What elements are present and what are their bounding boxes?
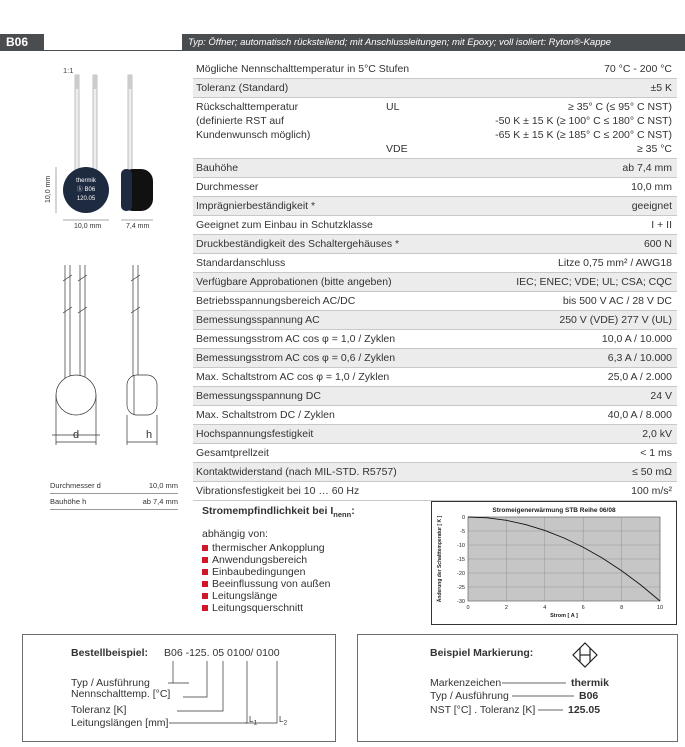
x-tick-label: 0 — [466, 605, 470, 611]
spec-row: Mögliche Nennschalttemperatur in 5°C Stufen 70 °C - 200 °C — [193, 60, 677, 79]
marking-line-2: ⓗ B06 — [76, 187, 96, 193]
l2-label: $L_2$ — [279, 715, 288, 727]
marking-example-box — [357, 634, 678, 742]
type-badge: B06 — [0, 34, 44, 51]
sensitivity-list — [202, 542, 422, 614]
spec-row: Imprägnierbeständigkeit * geeignet — [193, 197, 677, 216]
list-item: Anwendungsbereich — [202, 554, 422, 566]
spec-row: Bauhöhe ab 7,4 mm — [193, 159, 677, 178]
marking-label: NST [°C] . Toleranz [K] — [430, 704, 536, 716]
y-tick-label: -25 — [457, 585, 465, 591]
x-tick-label: 4 — [543, 605, 547, 611]
dimension-row: Bauhöhe h ab 7,4 mm — [50, 494, 178, 510]
spec-row: Max. Schaltstrom AC cos φ = 1,0 / Zyklen 25,0 A / 2.000 — [193, 368, 677, 387]
width-dimension: 10,0 mm — [74, 223, 102, 230]
header — [0, 34, 685, 51]
header-divider — [44, 50, 182, 51]
vde-label: VDE — [386, 143, 408, 155]
marking-value: B06 — [579, 690, 599, 702]
x-tick-label: 6 — [581, 605, 585, 611]
sensitivity-title: Stromempfindlichkeit bei $I_{nenn}$: — [202, 505, 355, 520]
marking-line-1: thermik — [76, 178, 96, 184]
order-leader-lines — [23, 635, 337, 743]
y-tick-label: -20 — [457, 571, 465, 577]
diameter-symbol: d — [73, 429, 80, 441]
y-tick-label: -15 — [457, 557, 465, 563]
spec-row: Standardanschluss Litze 0,75 mm² / AWG18 — [193, 254, 677, 273]
depth-dimension: 7,4 mm — [126, 223, 150, 230]
list-item: Leitungsquerschnitt — [202, 602, 422, 614]
height-symbol: h — [146, 429, 153, 441]
dimension-table — [50, 478, 178, 510]
reset-temperature-row: Rückschalttemperatur (definierte RST auf Kundenwunsch möglich) UL VDE ≥ 35° C (≤ 95° C NST) -50 K ± 15 K (≥ 100° C ≤ 180° C NST) -65 K ± 15 K (≥ 185° C ≤ 200° C NST) ≥ 35 °C — [193, 98, 677, 159]
order-title: Bestellbeispiel: — [71, 647, 149, 659]
l1-label: $L_1$ — [249, 715, 258, 727]
spec-row: Bemessungsspannung DC 24 V — [193, 387, 677, 406]
y-tick-label: -5 — [460, 529, 465, 535]
marking-label: Markenzeichen — [430, 677, 502, 689]
current-sensitivity — [202, 505, 422, 614]
side-view-photo — [121, 75, 153, 211]
order-legend-lengths: Leitungslängen [mm] — [71, 717, 169, 729]
chart-title: Stromeigenerwärmung STB Reihe 06/08 — [492, 507, 616, 514]
marking-value: 125.05 — [568, 704, 601, 716]
list-item: thermischer Ankopplung — [202, 542, 422, 554]
spec-row: Kontaktwiderstand (nach MIL-STD. R5757) ≤ 50 mΩ — [193, 463, 677, 482]
x-tick-label: 8 — [620, 605, 624, 611]
order-legend-temp: Nennschalttemp. [°C] — [71, 688, 171, 700]
spec-row: Max. Schaltstrom DC / Zyklen 40,0 A / 8.000 — [193, 406, 677, 425]
y-tick-label: 0 — [461, 515, 465, 521]
type-description: Typ: Öffner; automatisch rückstellend; mit Anschlussleitungen; mit Epoxy; voll isoliert: Ryton®-Kappe — [182, 34, 685, 51]
y-axis-label: Änderung der Schalttemperatur [ K ] — [437, 515, 443, 603]
marking-value: thermik — [571, 677, 609, 689]
spec-table — [193, 60, 677, 501]
spec-row: Durchmesser 10,0 mm — [193, 178, 677, 197]
marking-line-3: 120.05 — [76, 196, 96, 202]
spec-row: Betriebsspannungsbereich AC/DC bis 500 V AC / 28 V DC — [193, 292, 677, 311]
order-legend-type: Typ / Ausführung — [71, 677, 150, 689]
technical-drawing — [0, 55, 190, 515]
order-legend-tolerance: Toleranz [K] — [71, 704, 127, 716]
x-tick-label: 2 — [504, 605, 508, 611]
x-tick-label: 10 — [656, 605, 664, 611]
side-view-drawing — [127, 265, 157, 445]
list-item: Beeinflussung von außen — [202, 578, 422, 590]
front-view-photo — [63, 75, 109, 213]
front-view-drawing — [52, 265, 100, 445]
spec-row: Druckbeständigkeit des Schaltergehäuses * 600 N — [193, 235, 677, 254]
spec-row: Bemessungsstrom AC cos φ = 1,0 / Zyklen 10,0 A / 10.000 — [193, 330, 677, 349]
order-code: B06 -125. 05 0100/ 0100 — [164, 647, 280, 659]
order-example-box — [22, 634, 336, 742]
y-tick-label: -10 — [457, 543, 465, 549]
spec-row: Verfügbare Approbationen (bitte angeben) IEC; ENEC; VDE; UL; CSA; CQC — [193, 273, 677, 292]
marking-label: Typ / Ausführung — [430, 690, 509, 702]
spec-row: Geeignet zum Einbau in Schutzklasse I + II — [193, 216, 677, 235]
spec-row: Bemessungsstrom AC cos φ = 0,6 / Zyklen 6,3 A / 10.000 — [193, 349, 677, 368]
spec-row: Bemessungsspannung AC 250 V (VDE) 277 V (UL) — [193, 311, 677, 330]
scale-label: 1:1 — [63, 66, 74, 75]
spec-row: Gesamtprellzeit < 1 ms — [193, 444, 677, 463]
sensitivity-intro: abhängig von: — [202, 528, 268, 541]
dimension-row: Durchmesser d 10,0 mm — [50, 478, 178, 494]
ul-label: UL — [386, 101, 400, 113]
marking-leader-lines — [358, 635, 679, 743]
list-item: Einbaubedingungen — [202, 566, 422, 578]
y-tick-label: -30 — [457, 599, 465, 605]
spec-row: Hochspannungsfestigkeit 2,0 kV — [193, 425, 677, 444]
spec-row: Vibrationsfestigkeit bei 10 … 60 Hz 100 m/s² — [193, 482, 677, 501]
list-item: Leitungslänge — [202, 590, 422, 602]
self-heating-chart — [431, 501, 677, 625]
height-dimension: 10,0 mm — [45, 175, 52, 203]
marking-title: Beispiel Markierung: — [430, 647, 534, 659]
spec-row: Toleranz (Standard) ±5 K — [193, 79, 677, 98]
x-axis-label: Strom [ A ] — [550, 613, 578, 619]
